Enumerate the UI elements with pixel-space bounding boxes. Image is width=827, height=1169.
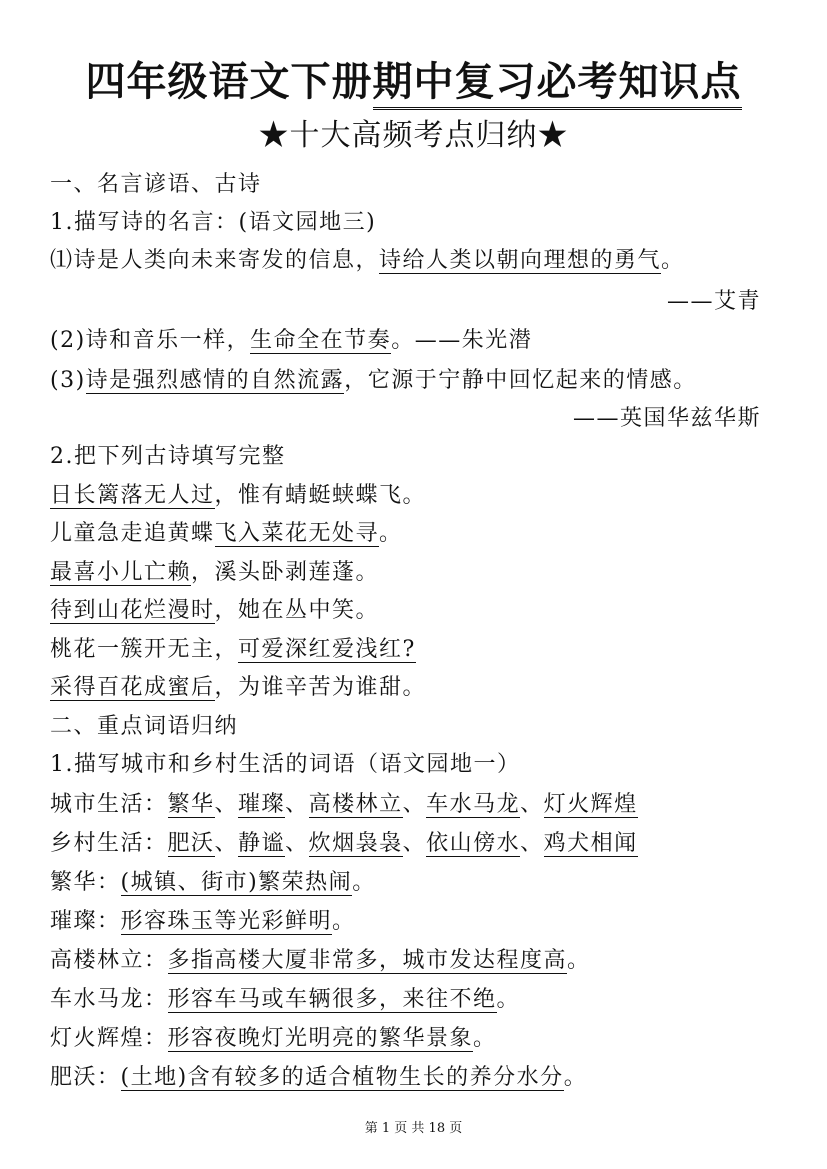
city-word: 繁华 <box>167 792 215 817</box>
country-label: 乡村生活： <box>50 831 168 856</box>
page-footer: 第 1 页 共 18 页 <box>364 1121 463 1136</box>
definition-text: (土地)含有较多的适合植物生长的养分水分 <box>120 1065 564 1090</box>
quote-3-author: ——英国华兹华斯 <box>572 406 761 431</box>
country-word: 炊烟袅袅 <box>308 831 403 856</box>
definition-end: 。 <box>332 909 356 934</box>
separator: 、 <box>520 831 544 856</box>
title-underlined: 期中复习必考知识点 <box>373 59 742 110</box>
definition-line <box>50 985 520 1015</box>
poem-line-3 <box>50 558 379 588</box>
quote-3-answer: 诗是强烈感情的自然流露 <box>85 368 345 393</box>
country-words-line <box>50 829 638 859</box>
poem-line-6-text: ，为谁辛苦为谁甜。 <box>214 675 427 700</box>
separator: 、 <box>402 792 427 817</box>
definition-line <box>50 868 376 898</box>
poem-line-1-answer: 日长篱落无人过 <box>50 483 215 508</box>
separator: 、 <box>285 792 309 817</box>
page-title <box>0 58 827 106</box>
section-1-sub-2: 2.把下列古诗填写完整 <box>50 444 286 469</box>
poem-line-6-answer: 采得百花成蜜后 <box>50 675 215 700</box>
city-label: 城市生活： <box>50 792 168 817</box>
section-1-sub-1: 1.描写诗的名言：(语文园地三) <box>50 210 377 235</box>
definition-end: 。 <box>473 1026 497 1051</box>
definition-text: 形容珠玉等光彩鲜明 <box>120 909 333 934</box>
poem-line-2-end: 。 <box>379 521 403 546</box>
poem-line-2-text: 儿童急走追黄蝶 <box>50 521 215 546</box>
poem-line-6 <box>50 673 426 703</box>
quote-1-end: 。 <box>661 248 685 273</box>
definition-end: 。 <box>563 1065 588 1090</box>
city-word: 灯火辉煌 <box>543 792 638 817</box>
quote-2-text: (2)诗和音乐一样， <box>50 328 251 353</box>
poem-line-4-text: ，她在丛中笑。 <box>214 598 380 623</box>
quote-3-end: ，它源于宁静中回忆起来的情感。 <box>344 368 697 393</box>
separator: 、 <box>402 831 427 856</box>
poem-line-2-answer: 飞入菜花无处寻 <box>214 521 380 546</box>
page-subtitle: ★十大高频考点归纳★ <box>258 118 569 153</box>
title-plain: 四年级语文下册 <box>85 59 373 105</box>
quote-3 <box>50 366 697 396</box>
definition-term: 璀璨： <box>50 909 121 934</box>
definition-text: 形容车马或车辆很多，来往不绝 <box>167 987 497 1012</box>
quote-2-answer: 生命全在节奏 <box>250 328 392 353</box>
definition-term: 肥沃： <box>50 1065 121 1090</box>
definition-text: (城镇、街市)繁荣热闹 <box>120 870 353 895</box>
definition-line <box>50 1063 587 1093</box>
section-1-heading: 一、名言谚语、古诗 <box>50 172 262 197</box>
poem-line-1-text: ，惟有蜻蜓蛱蝶飞。 <box>214 483 427 508</box>
definition-end: 。 <box>496 987 521 1012</box>
quote-1 <box>50 246 685 276</box>
definition-text: 形容夜晚灯光明亮的繁华景象 <box>167 1026 474 1051</box>
separator: 、 <box>214 792 239 817</box>
poem-line-5-answer: 可爱深红爱浅红? <box>238 637 416 662</box>
quote-3-num: (3) <box>50 368 86 393</box>
city-word: 高楼林立 <box>308 792 403 817</box>
quote-1-answer: 诗给人类以朝向理想的勇气 <box>379 248 662 273</box>
section-2-sub-1: 1.描写城市和乡村生活的词语（语文园地一） <box>50 752 521 777</box>
definition-term: 车水马龙： <box>50 987 168 1012</box>
poem-line-5-text: 桃花一簇开无主， <box>50 637 239 662</box>
city-word: 璀璨 <box>238 792 286 817</box>
definition-text: 多指高楼大厦非常多，城市发达程度高 <box>167 948 568 973</box>
city-words-line <box>50 790 638 820</box>
poem-line-1 <box>50 481 426 511</box>
poem-line-5 <box>50 635 416 665</box>
quote-2-end: 。——朱光潜 <box>391 328 533 353</box>
separator: 、 <box>214 831 239 856</box>
poem-line-4-answer: 待到山花烂漫时 <box>50 598 215 623</box>
quote-1-text: ⑴诗是人类向未来寄发的信息， <box>50 248 380 273</box>
country-word: 静谧 <box>238 831 286 856</box>
country-word: 肥沃 <box>167 831 215 856</box>
poem-line-3-text: ，溪头卧剥莲蓬。 <box>191 560 380 585</box>
definition-term: 繁华： <box>50 870 121 895</box>
definition-line <box>50 1024 497 1054</box>
city-word: 车水马龙 <box>426 792 521 817</box>
definition-term: 高楼林立： <box>50 948 168 973</box>
definition-end: 。 <box>352 870 376 895</box>
poem-line-3-answer: 最喜小儿亡赖 <box>50 560 192 585</box>
quote-2 <box>50 326 532 356</box>
definition-term: 灯火辉煌： <box>50 1026 168 1051</box>
definition-line <box>50 907 356 937</box>
definition-line <box>50 946 591 976</box>
separator: 、 <box>520 792 544 817</box>
poem-line-2 <box>50 519 403 549</box>
country-word: 依山傍水 <box>426 831 521 856</box>
section-2-heading: 二、重点词语归纳 <box>50 714 239 739</box>
quote-1-author: ——艾青 <box>666 289 761 314</box>
definition-end: 。 <box>567 948 591 973</box>
separator: 、 <box>285 831 309 856</box>
country-word: 鸡犬相闻 <box>543 831 638 856</box>
poem-line-4 <box>50 596 379 626</box>
